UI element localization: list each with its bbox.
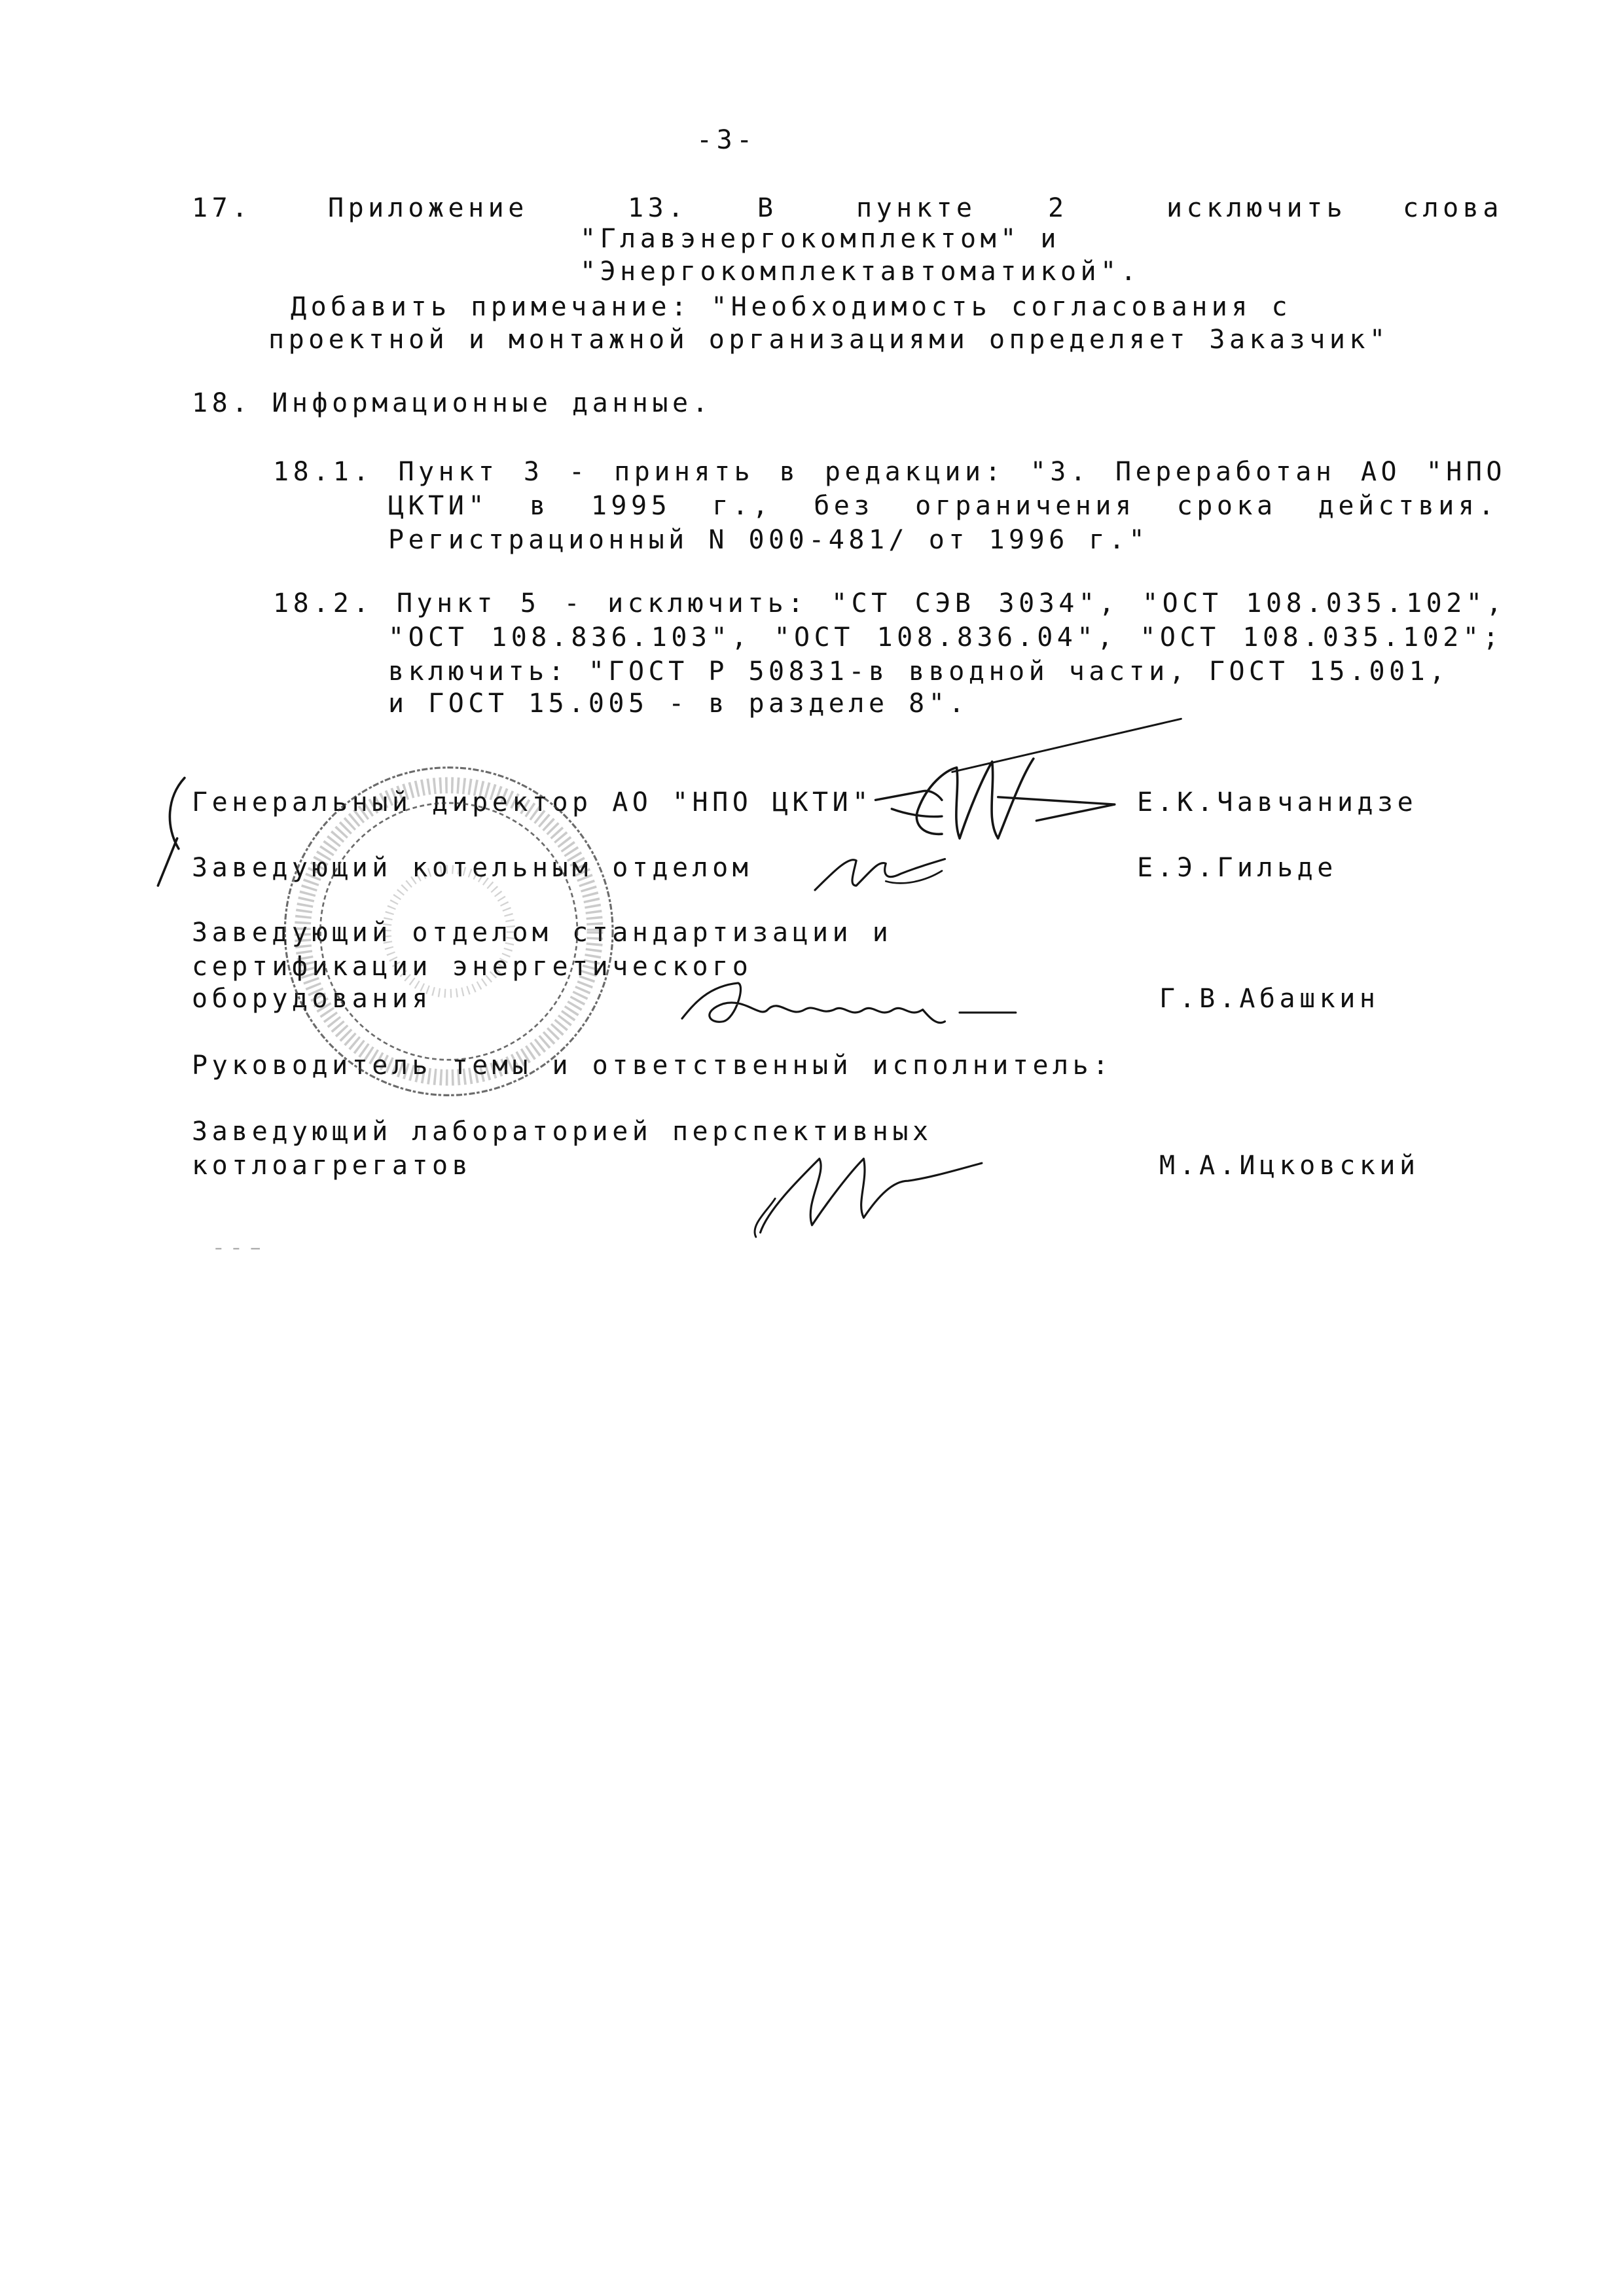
- signature-stroke: [755, 1198, 775, 1237]
- item-18-2-line: включить: "ГОСТ Р 50831-в вводной части, ГОСТ 15.001,: [388, 656, 1449, 687]
- signature-boiler-dept-head: [815, 859, 945, 890]
- signatory-title: Генеральный директор АО "НПО ЦКТИ": [192, 787, 873, 817]
- item-18-1-line: 18.1. Пункт 3 - принять в редакции: "3. Переработан АО "НПО: [273, 457, 1506, 487]
- page-number: -3-: [696, 125, 757, 155]
- signatory-name: Г.В.Абашкин: [1159, 984, 1380, 1014]
- signature-stroke: [886, 871, 942, 884]
- item-17-note: проектной и монтажной организациями определяет Заказчик": [268, 325, 1390, 355]
- margin-slash-mark: [158, 838, 177, 886]
- signatory-name: Е.К.Чавчанидзе: [1137, 787, 1418, 817]
- signature-stroke: [815, 859, 945, 890]
- signature-stroke: [892, 809, 942, 817]
- signatory-name: М.А.Ицковский: [1159, 1151, 1420, 1181]
- signature-director: [875, 719, 1181, 838]
- item-17-word: Приложение: [328, 193, 528, 223]
- item-17-line: "Главэнергокомплектом" и: [580, 224, 1060, 254]
- item-17-word: исключить: [1166, 193, 1347, 223]
- signatory-title: сертификации энергетического: [192, 952, 753, 982]
- item-17-number: 17.: [192, 193, 252, 223]
- signature-stroke: [916, 759, 1033, 838]
- item-17-line: "Энергокомплектавтоматикой".: [580, 257, 1141, 287]
- signatory-name: Е.Э.Гильде: [1137, 853, 1337, 883]
- signatory-title: Заведующий котельным отделом: [192, 853, 753, 883]
- item-17-word: пункте: [856, 193, 977, 223]
- item-17-word: 2: [1048, 193, 1068, 223]
- signature-standards-dept-head: [682, 983, 1016, 1023]
- signature-stroke: [682, 983, 945, 1023]
- item-17-word: В: [757, 193, 778, 223]
- item-17-word: слова: [1403, 193, 1503, 223]
- responsible-heading: Руководитель темы и ответственный исполнитель:: [192, 1050, 1113, 1081]
- item-18-1-line: ЦКТИ" в 1995 г., без ограничения срока действия.: [388, 491, 1498, 521]
- item-18-1-line: Регистрационный N 000-481/ от 1996 г.": [388, 525, 1149, 555]
- margin-bracket-mark: [170, 778, 185, 849]
- item-18-2-line: 18.2. Пункт 5 - исключить: "СТ СЭВ 3034", "ОСТ 108.035.102",: [273, 588, 1506, 619]
- signature-stroke: [998, 797, 1115, 821]
- signature-stroke: [952, 719, 1182, 772]
- signature-lab-head: [755, 1158, 982, 1237]
- signatory-title: Заведующий отделом стандартизации и: [192, 918, 893, 948]
- item-18-heading: 18. Информационные данные.: [192, 388, 713, 418]
- item-17-note: Добавить примечание: "Необходимость согласования с: [291, 292, 1292, 322]
- item-17-word: 13.: [628, 193, 688, 223]
- signatory-title: Заведующий лабораторией перспективных: [192, 1117, 933, 1147]
- item-18-2-line: "ОСТ 108.836.103", "ОСТ 108.836.04", "ОСТ 108.035.102";: [388, 622, 1503, 653]
- signatory-title: котлоагрегатов: [192, 1151, 473, 1181]
- signature-stroke: [761, 1158, 982, 1232]
- signatory-title: оборудования: [192, 984, 432, 1014]
- signature-stroke: [875, 791, 941, 800]
- item-18-2-line: и ГОСТ 15.005 - в разделе 8".: [388, 689, 969, 719]
